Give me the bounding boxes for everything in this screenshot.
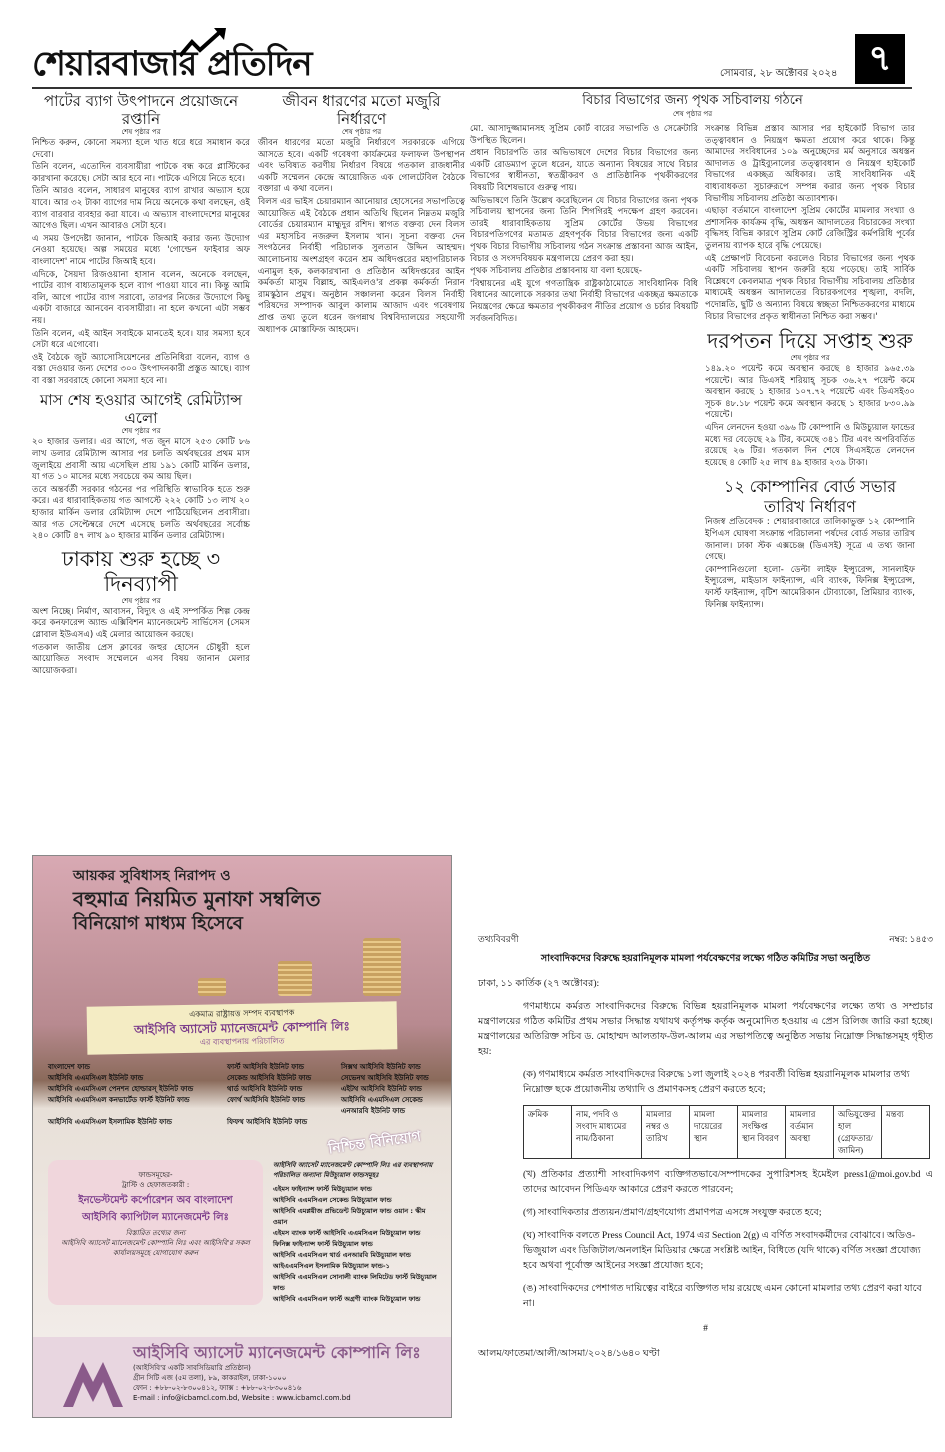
fund-item <box>341 1117 451 1128</box>
paragraph: এদিন লেনদেন হওয়া ৩৯৬ টি কোম্পানি ও মিউচ্যুয়াল ফান্ডের মধ্যে দর বেড়েছে ২৯ টির, কমেছে ৩৪১ টির এবং অপরিবর্তিত রয়েছে ২৬ টির। গতকাল দিন শেষে সিএসইতে লেনদেন হয়েছে ৪ কোটি ২৫ লাখ ৪৯ হাজার ২৩৯ টাকা। <box>705 423 915 468</box>
fund-item: থার্ড আইসিবি ইউনিট ফান্ড <box>227 1085 303 1093</box>
paragraph: বিলস এর ভাইস চেয়ারম্যান আনোয়ার হোসেনের সভাপতিত্বে আয়োজিত এই বৈঠকে প্রধান অতিথি ছিলেন নিম্নতম মজুরি বোর্ডের চেয়ারম্যান মাহ্মুদুর রশিদ। স্বাগত বক্তব্য দেন বিলস এর মহাসচিব নজরুল ইসলাম খান। সূচনা বক্তব্য দেন সংগঠনের নির্বাহী পরিচালক সুলতান উদ্দিন আহম্মদ। আলোচনায় অংশগ্রহণ করেন শ্রম অধিদপ্তরের মহাপরিচালক এনামুল হক, কলকারখানা ও প্রতিষ্ঠান অধিদপ্তরের আইন কর্মকর্তা মাসুম বিল্লাহ, আইএলও'র প্রকল্প কর্মকর্তা নিরান রামস্কুঠান প্রমুখ। অনুষ্ঠান সঞ্চালনা করেন বিলস নির্বাহী পরিষদের সম্পাদক আবুল কালাম আজাদ এবং গবেষণায় প্রাপ্ত তথ্য তুলে ধরেন জগন্নাথ বিশ্ববিদ্যালয়ের সহযোগী অধ্যাপক মোস্তাফিজ আহমেদ। <box>258 196 465 335</box>
table-header-cell: মন্তব্য <box>882 1106 930 1159</box>
banner-company: আইসিবি অ্যাসেট ম্যানেজমেন্ট কোম্পানি লিঃ <box>133 1019 351 1037</box>
article-remittance <box>32 391 250 542</box>
mutual-fund-item: আইসিবি এএমসিএল সেকেন্ড মিউচ্যুয়াল ফান্ড <box>273 1196 392 1204</box>
issue-date: সোমবার, ২৮ অক্টোবর ২০২৪ <box>720 68 838 79</box>
footer-contact <box>133 1363 441 1403</box>
icb-advertisement <box>32 855 452 1418</box>
ad-headline-block <box>33 856 451 936</box>
judiciary-column-1 <box>470 124 698 326</box>
paragraph: নিশ্চিত করুন, কোনো সমস্যা হলে খাত ধরে ধরে সমাধান করে দেবো। <box>32 138 250 160</box>
paragraph: এই প্রেক্ষাপট বিবেচনা করলেও বিচার বিভাগের জন্য পৃথক একটি সচিবালয় স্থাপন জরুরি হয়ে পড়েছে। তাই সার্বিক বিশ্লেষণে কেবলমাত্র পৃথক বিচার বিভাগীয় সচিবালয় প্রতিষ্ঠার মাধ্যমেই অধস্তন আদালতের বিচারকগণের শৃঙ্খলা, বদলি, পদোন্নতি, ছুটি ও অন্যান্য বিষয়ে স্বচ্ছতা নিশ্চিতকরণের মাধ্যমে বিচার বিভাগের প্রকৃত স্বাধীনতা নিশ্চিত করা সম্ভব।' <box>705 253 915 322</box>
item-ka: (ক) গণমাধ্যমে কর্মরত সাংবাদিকদের বিরুদ্ধে ১লা জুলাই ২০২৪ পরবর্তী বিভিন্ন হয়রানিমূলক মামলার তথ্য নিম্নোক্ত ছকে প্রয়োজনীয় তথ্যাদি ও প্রমাণকসহ প্রেরণ করতে হবে; <box>523 1069 910 1095</box>
mutual-fund-item: ফিনিক্স ফাইন্যান্স ফার্স্ট মিউচ্যুয়াল ফান্ড <box>273 1240 373 1248</box>
fund-item: ফার্স্ট আইসিবি ইউনিট ফান্ড <box>227 1063 304 1071</box>
column-middle <box>258 92 465 337</box>
table-header-cell: ক্রমিক <box>524 1106 572 1159</box>
paragraph: পৃথক সচিবালয় প্রতিষ্ঠার প্রস্তাবনায় যা বলা হয়েছে- <box>470 266 642 277</box>
article-market <box>705 329 915 469</box>
paragraph: ওই বৈঠকে জুট অ্যাসোসিয়েশনের প্রতিনিধিরা বলেন, ব্যাগ ও বস্তা দেওয়ার জন্য দেশের ৩০০ উৎপাদনকারী প্রস্তুত আছে। ব্যাগ বা বস্তা সরবরাহে কোনো সমস্যা হবে না। <box>32 352 250 386</box>
item-ga: (গ) সাংবাদিকতার প্রত্যয়ন/প্রমাণ/গ্রহণযোগ্য প্রমাণপত্র এসঙ্গে সংযুক্ত করতে হবে; <box>523 1207 822 1218</box>
fund-item: সেভেনথ আইসিবি ইউনিট ফান্ড <box>341 1074 429 1082</box>
trust-text: আইসিবি অ্যাসেট ম্যানেজমেন্ট কোম্পানি লিঃ এবং আইসিবি'র সকল কার্যালয়সমূহে যোগাযোগ করুন <box>61 1239 250 1257</box>
banner-text: একমাত্র রাষ্ট্রায়ত্ত সম্পদ ব্যবস্থাপক <box>189 1008 295 1019</box>
continued-label: শেষ পৃষ্ঠার পর <box>341 128 382 136</box>
table-header-cell: অভিযুক্তের হাল (গ্রেফতার/ জামিন) <box>834 1106 882 1159</box>
paragraph: তিনি বলেন, এই আইন সবাইকে মানতেই হবে। যার সমস্যা হবে সেটা ধরে এগোবো। <box>32 328 250 351</box>
footer-line: ফোন : +৮৮-০২-৮৩০০৪১২, ফ্যাক্স : +৮৮-০২-৮৩০০৪১৬ <box>133 1384 302 1392</box>
trust-text: বিস্তারিত তথ্যের জন্য <box>125 1229 186 1237</box>
paragraph: এছাড়া বর্তমানে বাংলাদেশ সুপ্রিম কোর্টের মামলার সংখ্যা ও প্রশাসনিক কার্যক্রম বৃদ্ধি, অধস্তন আদালতের বিচারকের সংখ্যা বৃদ্ধিসহ বিভিন্ন কারণে সুপ্রিম কোর্ট রেজিস্ট্রির কর্মপরিধি পূর্বের তুলনায় ব্যাপক হারে বৃদ্ধি পেয়েছে। <box>705 206 915 251</box>
paragraph: তিনি বলেন, এতোদিন ব্যবসায়ীরা পাটকে বন্ধ করে প্লাস্টিকের কারখানা করেছে। সেটা আর হবে না। পাটকে এগিয়ে নিতে হবে। <box>32 162 250 184</box>
mutual-fund-item: আইসিবি এএমসিএল থার্ড এনআরবি মিউচ্যুয়াল ফান্ড <box>273 1251 411 1259</box>
press-release-label: তথ্যবিবরণী <box>478 934 519 944</box>
table-header-cell: মামলার বর্তমান অবস্থা <box>786 1106 834 1159</box>
paragraph: এ সময় উপদেষ্টা জানান, পাটকে জিআই করার জন্য উদ্যোগ নেওয়া হয়েছে। অল্প সময়ের মধ্যে 'গোল্ডেন ফাইবার অফ বাংলাদেশ' নামে পাটের জিআই হবে। <box>32 233 250 267</box>
header-rule <box>32 87 912 89</box>
headline: জীবন ধারণের মতো মজুরি নির্ধারণে <box>282 92 441 128</box>
trust-org: ইনভেস্টমেন্ট কর্পোরেশন অব বাংলাদেশ <box>78 1195 233 1206</box>
ad-banner <box>87 1001 398 1054</box>
coin-stack-image <box>363 938 401 996</box>
column-left <box>32 92 250 678</box>
judiciary-column-2 <box>705 124 915 612</box>
paragraph: সংক্রান্ত বিভিন্ন প্রস্তাব আসার পর হাইকোর্ট বিভাগ তার তত্ত্বাবধান ও নিয়ন্ত্রণ ক্ষমতা প্রয়োগ করে থাকে। কিন্তু আমাদের সংবিধানের ১০৯ অনুচ্ছেদের মর্ম অনুসারে অধস্তন আদালত ও ট্রাইব্যুনালের তত্ত্বাবধান ও নিয়ন্ত্রণ হাইকোর্ট বিভাগের একচ্ছত্র অধিকার। তাই সাংবিধানিক এই বাধ্যবাধকতা সুচারুরূপে সম্পন্ন করার জন্য পৃথক বিচার বিভাগীয় সচিবালয় প্রতিষ্ঠা অত্যাবশ্যক। <box>705 124 915 204</box>
ad-info-row <box>48 1160 441 1305</box>
fund-item: আইসিবি এএমসিএল ইসলামিক ইউনিট ফান্ড <box>48 1118 172 1126</box>
signoff: আলম/ফাতেমা/আলী/আসমা/২০২৪/১৬৪০ ঘণ্টা <box>478 1348 660 1359</box>
fund-list <box>48 1062 441 1128</box>
paragraph: গণমাধ্যমে কর্মরত সাংবাদিকদের বিরুদ্ধে বিভিন্ন হয়রানিমূলক মামলা পর্যবেক্ষণের লক্ষ্যে তথ্য ও সম্প্রচার মন্ত্রণালয়ের গঠিত কমিটির প্রথম সভার সিদ্ধান্ত যথাযথ কর্তৃপক্ষ কর্তৃক অনুমোদিত হওয়ায় এ প্রেস রিলিজ জারি করা হচ্ছে। মন্ত্রণালয়ের অতিরিক্ত সচিব ড. মোহাম্মদ আলতাফ-উল-আলম এর সভাপতিত্বে অনুষ্ঠিত সভায় নিম্নোক্ত সিদ্ধান্তসমূহ গৃহীত হয়: <box>478 1001 933 1057</box>
headline: মাস শেষ হওয়ার আগেই রেমিট্যান্স এলো <box>39 391 243 428</box>
fund-item: সিক্সথ আইসিবি ইউনিট ফান্ড <box>341 1063 421 1071</box>
paragraph: এদিকে, সৈয়দা রিজওয়ানা হাসান বলেন, অনেকে বলছেন, পাটের ব্যাগ বাধ্যতামূলক হলে ব্যাগ পাওয়া যাবে না। কিন্তু আমি বলি, আগে পাটের ব্যাগ সরাবো, তারপর নিজের উদ্যোগে কিছু একটা বাজারে আনবেন ব্যবসায়ীরা। না হলে কখনো এটা সম্ভব নয়। <box>32 269 250 326</box>
continued-label: শেষ পৃষ্ঠার পর <box>790 354 830 363</box>
fund-item: আইসিবি এএমসিএল পেনশন হোল্ডারস্ ইউনিট ফান্ড <box>48 1085 194 1093</box>
press-release-title: সাংবাদিকদের বিরুদ্ধে হয়রানিমূলক মামলা পর্যবেক্ষণের লক্ষ্যে গঠিত কমিটির সভা অনুষ্ঠিত <box>540 953 871 964</box>
paragraph: গতকাল জাতীয় প্রেস ক্লাবের জহুর হোসেন চৌধুরী হলে আয়োজিত সংবাদ সম্মেলনে এসব বিষয় জানান মেলার আয়োজকরা। <box>32 642 250 676</box>
item-uma: (ঙ) সাংবাদিকদের পেশাগত দায়িত্বের বাইরে ব্যক্তিগত দায় রয়েছে এমন কোনো মামলার তথ্য প্রেরণ করা যাবে না। <box>523 1283 922 1309</box>
table-header-cell: মামলা দায়েরের স্থান <box>690 1106 738 1159</box>
paragraph: তিনি আরও বলেন, সাধারণ মানুষের ব্যাগ রাখার অভ্যাস হয়ে যাবে। আর ৩২ টাকা ব্যাগের দাম নিয়ে অনেকে কথা বলছেন, ওই ব্যাগ বারবার ব্যবহার করা যাবে। এ অভ্যাস বাংলাদেশের মানুষের আগেও ছিল। এখন আবারও সেটা হবে। <box>32 186 250 232</box>
paragraph: 'বিশ্বায়নের এই যুগে গণতান্ত্রিক রাষ্ট্রকাঠামোতে সাংবিধানিক বিধি বিধানের আলোকে সরকার তথা নির্বাহী বিভাগের একচ্ছত্র ক্ষমতাকে নিয়ন্ত্রণের ক্ষেত্রে ক্ষমতার পৃথকীকরণ নীতির প্রয়োগ ও চর্চার বিষয়টি সর্বজনবিদিত। <box>470 278 698 324</box>
headline: দরপতন দিয়ে সপ্তাহ শুরু <box>707 329 913 354</box>
coin-stack-image <box>278 961 312 996</box>
fund-item: আইসিবি এএমসিএল কনভার্টেড ফার্স্ট ইউনিট ফান্ড <box>48 1096 190 1104</box>
headline: বিচার বিভাগের জন্য পৃথক সচিবালয় গঠনে <box>582 93 803 108</box>
ad-headline: বিনিয়োগ মাধ্যম হিসেবে <box>73 913 243 934</box>
mutual-fund-item: এইমস ফাইন্যান্স ফার্স্ট মিউচ্যুয়াল ফান্ড <box>273 1185 372 1193</box>
article-judiciary <box>470 92 915 120</box>
end-mark: # <box>703 1323 708 1334</box>
paragraph: তবে অন্তর্বর্তী সরকার গঠনের পর পরিস্থিতি স্বাভাবিক হতে শুরু করে। এর ধারাবাহিকতায় গত আগস্টে ২২২ কোটি ১৩ লাখ ২০ হাজার মার্কিন ডলার রেমিট্যান্স দেশে পাঠিয়েছিলেন প্রবাসীরা। আর গত সেপ্টেম্বরে দেশে এসেছে চলতি অর্থবছরের সর্বোচ্চ ২৪০ কোটি ৪৭ লাখ ৯০ হাজার মার্কিন ডলার রেমিট্যান্স। <box>32 484 250 542</box>
headline: পাটের ব্যাগ উৎপাদনে প্রয়োজনে রপ্তানি <box>43 92 239 128</box>
coin-illustration <box>33 936 451 996</box>
article-fair <box>32 547 250 678</box>
fund-item: সেকেন্ড আইসিবি ইউনিট ফান্ড <box>227 1074 312 1082</box>
mutual-fund-item: আইসিবি এএমসিএল ফার্স্ট অগ্রণী ব্যাংক মিউচ্যুয়াল ফান্ড <box>273 1295 421 1303</box>
footer-line: E-mail : info@icbamcl.com.bd, Website : www.icbamcl.com.bd <box>133 1394 351 1402</box>
trend-arrow-icon <box>180 28 240 58</box>
paragraph: অভিভাষণে তিনি উল্লেখ করেছিলেন যে বিচার বিভাগের জন্য পৃথক সচিবালয় স্থাপনের জন্য তিনি শিগগিরই পদক্ষেপ গ্রহণ করবেন। তারই ধারাবাহিকতায় সুপ্রিম কোর্টের উভয় বিভাগের বিচারপতিগণের মতামত গ্রহণপূর্বক বিচার বিভাগের জন্য একটি পৃথক বিচার বিভাগীয় সচিবালয় গঠন সংক্রান্ত প্রস্তাবনা আজ আইন, বিচার ও সংসদবিষয়ক মন্ত্রণালয়ে প্রেরণ করা হয়। <box>470 195 698 264</box>
table-header-cell: মামলার নম্বর ও তারিখ <box>642 1106 690 1159</box>
trust-text: ট্রাস্টি ও হেফাজতকারী : <box>121 1181 190 1189</box>
page-number: ৭ <box>855 34 905 84</box>
fund-item: এইটথ আইসিবি ইউনিট ফান্ড <box>341 1085 422 1093</box>
press-release-number: নম্বর: ১৪৫৩ <box>889 934 933 944</box>
paragraph: প্রধান বিচারপতি তার অভিভাষণে দেশের বিচার বিভাগের জন্য একটি রোডম্যাপ তুলে ধরেন, যাতে অন্যান্য বিষয়ের সাথে বিচার বিভাগের স্বাধীনতা, স্বতন্ত্রীকরণ ও প্রাতিষ্ঠানিক পৃথকীকরণের বিষয়টি বিশেষভাবে গুরুত্ব পায়। <box>470 148 698 193</box>
headline: ১২ কোম্পানির বোর্ড সভার তারিখ নির্ধারণ <box>723 477 897 517</box>
paragraph: নিজস্ব প্রতিবেদক : শেয়ারবাজারে তালিকাভুক্ত ১২ কোম্পানি ইপিএস ঘোষণা সংক্রান্ত পরিচালনা পর্ষদের বোর্ড সভার তারিখ জানাল। ঢাকা স্টক এক্সচেঞ্জ (ডিএসই) সূত্রে এ তথ্য জানা গেছে। <box>705 517 915 563</box>
banner-text: এর ব্যবস্থাপনায় পরিচালিত <box>199 1036 285 1047</box>
mutual-fund-item: আইসিবি এএমসিএল সোনালী ব্যাংক লিমিটেড ফার্স্ট মিউচ্যুয়াল ফান্ড <box>273 1273 437 1292</box>
mutual-fund-item: আইএএমসিএল ইসলামিক মিউচ্যুয়াল ফান্ড-১ <box>273 1262 390 1270</box>
headline: ঢাকায় শুরু হচ্ছে ৩ দিনব্যাপী <box>61 546 221 596</box>
trustee-box <box>48 1160 263 1305</box>
fund-item: ফোর্থ আইসিবি ইউনিট ফান্ড <box>227 1096 305 1104</box>
item-kha: (খ) প্রতিকার প্রত্যাশী সাংবাদিকগণ ব্যক্তিগতভাবে/সম্পাদকের সুপারিশসহ ইমেইল press1@moi.gov.bd এ তাদের আবেদন পিডিএফ আকারে প্রেরণ করতে পারবেন; <box>523 1169 933 1195</box>
masthead-logo: শেয়ারবাজার প্রতিদিন <box>32 44 312 84</box>
article-board-meeting <box>705 477 915 611</box>
ad-stamp: নিশ্চিন্ত বিনিয়োগ <box>327 1128 422 1158</box>
continued-label: শেষ পৃষ্ঠার পর <box>121 596 161 605</box>
mutual-fund-item: এইমস ব্যাংক ফার্স্ট আইসিবি এএমসিএল মিউচ্যুয়াল ফান্ড <box>273 1229 421 1237</box>
trust-text: ফান্ডসমূহের- <box>138 1171 173 1179</box>
footer-line: গ্রীন সিটি এজ (৫ম তলা), ৮৯, কাকরাইল, ঢাকা-১০০০ <box>133 1374 287 1382</box>
icb-logo-icon <box>63 1352 123 1407</box>
fund-item: আইসিবি এএমসিএল সেকেন্ড এনআরবি ইউনিট ফান্ড <box>341 1096 423 1115</box>
continued-label: শেষ পৃষ্ঠার পর <box>121 128 161 136</box>
paragraph: জীবন ধারণের মতো মজুরি নির্ধারণে সরকারকে এগিয়ে আসতে হবে। একটি গবেষণা কার্যক্রমের ফলাফল উপস্থাপন এবং ভবিষ্যত করণীয় নির্ধারণ বিষয়ে গতকাল রাজধানীর একটি সম্মেলন কেন্দ্রে আয়োজিত এক গোলটেবিল বৈঠকে বক্তারা এ কথা বলেন। <box>258 138 465 195</box>
press-release <box>478 932 933 1361</box>
continued-label: শেষ পৃষ্ঠার পর <box>672 110 713 118</box>
trust-org: আইসিবি ক্যাপিটাল ম্যানেজমেন্ট লিঃ <box>82 1212 229 1223</box>
paragraph: ১৪৯.২০ পয়েন্ট কমে অবস্থান করছে ৪ হাজার ৯৬৫.৩৯ পয়েন্টে। আর ডিএসই শরিয়াহ্ সূচক ৩৬.২৭ পয়েন্ট কমে অবস্থান করছে ১ হাজার ১০৭.৭২ পয়েন্টে এবং ডিএসই৩০ সূচক ৪৮.১৮ পয়েন্ট কমে অবস্থান করছে ১ হাজার ৮৩০.৯৯ পয়েন্টে। <box>705 364 915 421</box>
fund-item: ফিফথ আইসিবি ইউনিট ফান্ড <box>227 1118 308 1126</box>
dateline: ঢাকা, ১১ কার্তিক (২৭ অক্টোবর): <box>478 978 600 989</box>
footer-company: আইসিবি অ্যাসেট ম্যানেজমেন্ট কোম্পানি লিঃ <box>133 1343 421 1362</box>
ad-footer <box>33 1337 451 1417</box>
paragraph: অংশ নিচ্ছে। নির্মাণ, আবাসন, বিদ্যুৎ ও এই সম্পর্কিত শিল্প কেন্দ্র করে কনফারেন্স অ্যান্ড এক্সিবিশন ম্যানেজমেন্ট সার্ভিসেস (সেমস গ্লোবাল ইউএসএ) এই মেলার আয়োজন করছে। <box>32 606 250 640</box>
item-gha: (ঘ) সাংবাদিক বলতে Press Council Act, 1974 এর Section 2(g) এ বর্ণিত সংবাদকর্মীদের বোঝাবে। অডিও-ভিজুয়াল এবং ডিজিটাল/অনলাইন মিডিয়ার ক্ষেত্রে সংশ্লিষ্ট আইন, বিধিতে (যদি থাকে) বর্ণিত সংজ্ঞা প্রযোজ্য হবে অথবা পূর্বোক্ত আইনের সংজ্ঞা প্রযোজ্য হবে; <box>523 1230 921 1271</box>
article-jute <box>32 92 250 387</box>
table-header-cell: মামলার সংক্ষিপ্ত স্থান বিবরণ <box>738 1106 786 1159</box>
table-header-cell: নাম, পদবি ও সংবাদ মাধ্যমের নাম/ঠিকানা <box>572 1106 642 1159</box>
fund-item: বাংলাদেশ ফান্ড <box>48 1063 90 1071</box>
mutual-fund-item: আইসিবি এমপ্লয়ীজ প্রভিডেন্ট মিউচ্যুয়াল ফান্ড ওয়ান : স্কীম ওয়ান <box>273 1207 426 1226</box>
mutual-fund-list <box>273 1160 441 1305</box>
continued-label: শেষ পৃষ্ঠার পর <box>121 427 161 436</box>
case-info-table <box>523 1105 930 1159</box>
ad-headline: বহুমাত্র নিয়মিত মুনাফা সম্বলিত <box>73 887 321 911</box>
paragraph: কোম্পানিগুলো হলো- ডেল্টা লাইফ ইন্স্যুরেন্স, সানলাইফ ইন্স্যুরেন্স, মাইডাস ফাইন্যান্স, এবি ব্যাংক, ফিনিক্স ইন্স্যুরেন্স, ফার্স্ট ফাইন্যান্স, বৃটিশ আমেরিকান টোব্যাকো, প্রিমিয়ার ব্যাংক, ফিনিক্স ফাইন্যান্স। <box>705 564 915 610</box>
fund-item: আইসিবি এএমসিএল ইউনিট ফান্ড <box>48 1074 144 1082</box>
paragraph: ২০ হাজার ডলার। এর আগে, গত জুন মাসে ২৫৩ কোটি ৮৬ লাখ ডলার রেমিট্যান্স আসার পর চলতি অর্থবছরের প্রথম মাস জুলাইয়ে প্রবাসী আয় এসেছিল প্রায় ১৯১ কোটি মার্কিন ডলার, যা গত ১০ মাসের মধ্যে সবচেয়ে কম আয় ছিল। <box>32 437 250 483</box>
paragraph: মো. আসাদুজ্জামানসহ সুপ্রিম কোর্ট বারের সভাপতি ও সেক্রেটারি উপস্থিত ছিলেন। <box>470 124 698 146</box>
coin-stack-image <box>198 978 226 996</box>
footer-line: (আইসিবি'র একটি সাবসিডিয়ারি প্রতিষ্ঠান) <box>133 1364 251 1372</box>
mutual-fund-title: আইসিবি অ্যাসেট ম্যানেজমেন্ট কোম্পানি লিঃ এর ব্যবস্থাপনায় পরিচালিত অন্যান্য মিউচ্যুয়াল ফান্ডসমূহঃ <box>273 1161 433 1179</box>
ad-headline: আয়কর সুবিধাসহ নিরাপদ ও <box>73 868 231 884</box>
